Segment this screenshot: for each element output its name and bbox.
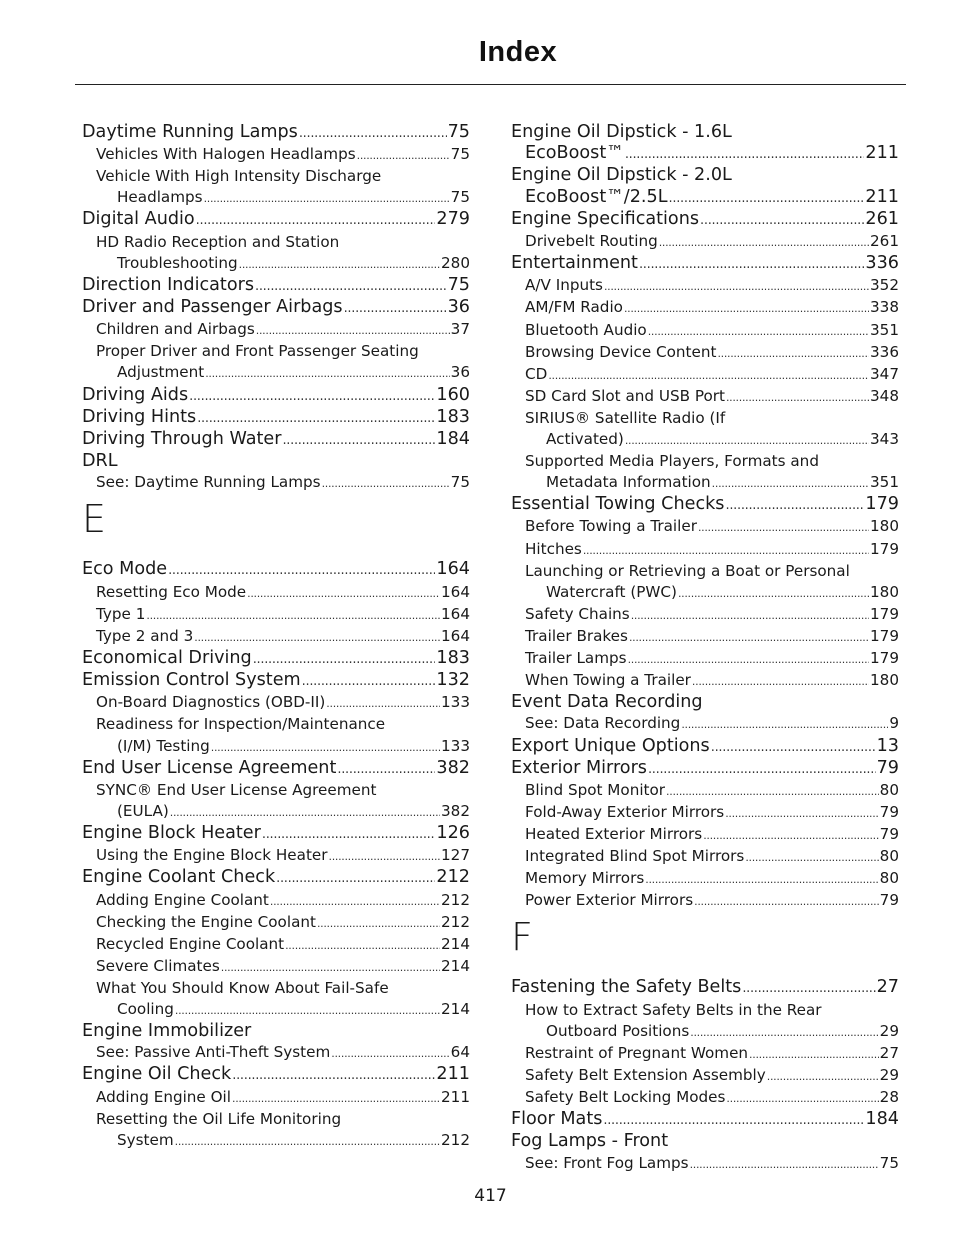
index-subentry: Adding Engine Oil ..... 211 [82,1087,470,1109]
index-entry: Driving Through Water ..... 184 [82,429,470,451]
index-entry: Emission Control System ..... 132 [82,670,470,692]
index-entry: Driving Hints ..... 183 [82,407,470,429]
index-subentry: Using the Engine Block Heater ..... 127 [82,845,470,867]
index-entry: Engine Oil Check ..... 211 [82,1064,470,1086]
index-entry: Exterior Mirrors ..... 79 [511,758,899,780]
index-entry: Direction Indicators ..... 75 [82,275,470,297]
index-subentry: Browsing Device Content ..... 336 [511,342,899,364]
index-subentry-cont: Adjustment ..... 36 [82,362,470,384]
index-subentry: SIRIUS® Satellite Radio (If [525,408,726,427]
index-subentry-cont: System ..... 212 [82,1130,470,1152]
index-entry: Engine Immobilizer [82,1021,252,1042]
index-column-left [82,122,470,1152]
index-entry: Driver and Passenger Airbags ..... 36 [82,297,470,319]
index-subentry-cont: (I/M) Testing ..... 133 [82,736,470,758]
index-subentry-cont: Headlamps ..... 75 [82,187,470,209]
index-subentry: Severe Climates ..... 214 [82,956,470,978]
index-entry: Eco Mode ..... 164 [82,559,470,581]
page-number: 417 [474,1186,507,1206]
index-subentry: Type 2 and 3 ..... 164 [82,626,470,648]
index-entry: Engine Block Heater ..... 126 [82,823,470,845]
index-entry: Essential Towing Checks ..... 179 [511,494,899,516]
index-subentry: When Towing a Trailer ..... 180 [511,670,899,692]
index-subentry: Bluetooth Audio ..... 351 [511,320,899,342]
index-subentry: How to Extract Safety Belts in the Rear [525,1000,822,1019]
index-subentry: Before Towing a Trailer ..... 180 [511,516,899,538]
index-entry: Event Data Recording [511,692,703,713]
index-subentry: CD ..... 347 [511,364,899,386]
index-subentry: SD Card Slot and USB Port ..... 348 [511,386,899,408]
index-subentry: Vehicles With Halogen Headlamps ..... 75 [82,144,470,166]
section-letter-e: E [82,497,107,542]
index-subentry: Readiness for Inspection/Maintenance [96,715,386,734]
index-subentry: A/V Inputs ..... 352 [511,275,899,297]
index-subentry: Launching or Retrieving a Boat or Personal [525,561,850,580]
index-entry: Engine Coolant Check ..... 212 [82,867,470,889]
index-subentry-cont: Watercraft (PWC) ..... 180 [511,582,899,604]
index-subentry-cont: Metadata Information ..... 351 [511,472,899,494]
index-subentry-cont: Cooling ..... 214 [82,999,470,1021]
index-entry: Engine Oil Dipstick - 1.6L [511,122,732,142]
index-subentry: Checking the Engine Coolant ..... 212 [82,912,470,934]
index-entry: Economical Driving ..... 183 [82,648,470,670]
index-column-right [511,122,899,1175]
index-subentry: Fold-Away Exterior Mirrors ..... 79 [511,802,899,824]
page-title: Index [478,36,558,68]
index-entry: Export Unique Options ..... 13 [511,736,899,758]
index-subentry: SYNC® End User License Agreement [96,780,377,799]
index-entry: Digital Audio ..... 279 [82,209,470,231]
index-subentry: Memory Mirrors ..... 80 [511,868,899,890]
index-subentry: What You Should Know About Fail-Safe [96,978,389,997]
index-subentry: Adding Engine Coolant ..... 212 [82,890,470,912]
index-subentry: Integrated Blind Spot Mirrors ..... 80 [511,846,899,868]
index-entry: End User License Agreement ..... 382 [82,758,470,780]
index-entry: Fastening the Safety Belts ..... 27 [511,977,899,999]
index-entry: DRL [82,451,118,472]
index-subentry: See: Passive Anti-Theft System ..... 64 [82,1042,470,1064]
index-subentry: See: Daytime Running Lamps ..... 75 [82,472,470,494]
index-subentry: Trailer Lamps ..... 179 [511,648,899,670]
index-subentry: Drivebelt Routing ..... 261 [511,231,899,253]
index-subentry: Safety Belt Locking Modes ..... 28 [511,1087,899,1109]
index-subentry: Vehicle With High Intensity Discharge [96,167,382,186]
index-subentry: Heated Exterior Mirrors ..... 79 [511,824,899,846]
index-entry-cont: EcoBoost™/2.5L ..... 211 [511,187,899,209]
index-subentry-cont: Outboard Positions ..... 29 [511,1021,899,1043]
index-entry-cont: EcoBoost™ ..... 211 [511,143,899,165]
index-subentry: Type 1 ..... 164 [82,604,470,626]
index-entry: Engine Specifications ..... 261 [511,209,899,231]
index-subentry: Restraint of Pregnant Women ..... 27 [511,1043,899,1065]
index-entry: Fog Lamps - Front [511,1131,669,1152]
index-subentry: HD Radio Reception and Station [96,232,340,251]
index-entry: Floor Mats ..... 184 [511,1109,899,1131]
index-subentry: Resetting Eco Mode ..... 164 [82,582,470,604]
index-subentry: Resetting the Oil Life Monitoring [96,1109,342,1128]
index-subentry: Hitches ..... 179 [511,539,899,561]
index-subentry: On-Board Diagnostics (OBD-II) ..... 133 [82,692,470,714]
index-subentry: Supported Media Players, Formats and [525,452,819,471]
index-entry: Daytime Running Lamps ..... 75 [82,122,470,144]
index-subentry: Power Exterior Mirrors ..... 79 [511,890,899,912]
title-rule [75,84,906,85]
index-subentry: Children and Airbags ..... 37 [82,319,470,341]
index-subentry-cont: Troubleshooting ..... 280 [82,253,470,275]
index-entry: Engine Oil Dipstick - 2.0L [511,165,732,186]
index-subentry: Safety Belt Extension Assembly ..... 29 [511,1065,899,1087]
index-subentry: Trailer Brakes ..... 179 [511,626,899,648]
index-subentry-cont: (EULA) ..... 382 [82,801,470,823]
index-subentry: Safety Chains ..... 179 [511,604,899,626]
index-subentry: See: Data Recording ..... 9 [511,713,899,735]
index-entry: Entertainment ..... 336 [511,253,899,275]
index-subentry: Blind Spot Monitor ..... 80 [511,780,899,802]
section-letter-f: F [511,915,533,960]
index-subentry: AM/FM Radio ..... 338 [511,297,899,319]
index-subentry: See: Front Fog Lamps ..... 75 [511,1153,899,1175]
index-entry: Driving Aids ..... 160 [82,385,470,407]
index-subentry: Recycled Engine Coolant ..... 214 [82,934,470,956]
index-subentry-cont: Activated) ..... 343 [511,429,899,451]
index-subentry: Proper Driver and Front Passenger Seating [96,342,419,361]
